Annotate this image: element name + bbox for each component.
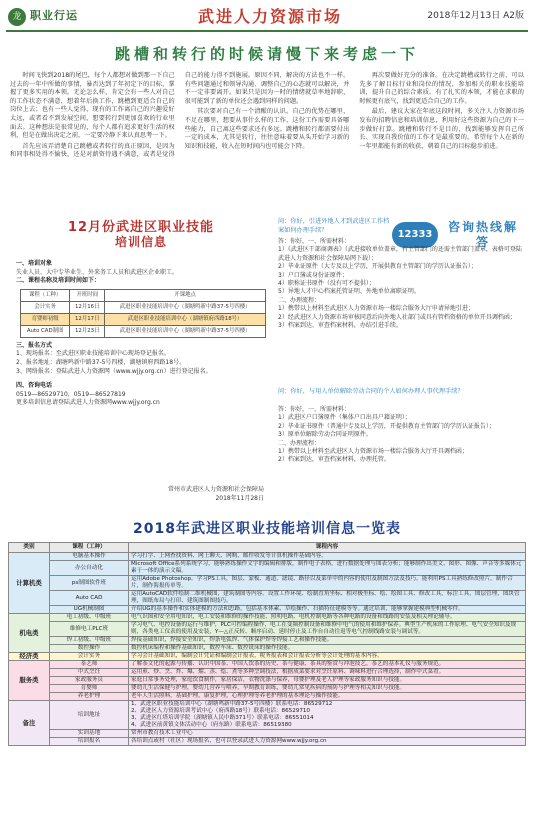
article-paragraph: 最后，建议大家在年底这段时间，多关注人力资源市场发布的招聘信息和培训信息，利用好这些资源为自己的下一步做好打算。跳槽和转行不是目的，找到能够发挥自己所长、实现自我价值的工作才是最重要的。希望每个人在新的一年里都能有新的收获，朝着自己的目标稳步前进。 — [359, 108, 524, 150]
answer-2 — [278, 406, 524, 465]
section-text: 失业人员、大中专毕业生、外来务工人员和武进区企业职工。 — [16, 268, 179, 276]
table-row — [9, 653, 526, 661]
content-cell: 电气识图和安全用电知识，电工安装和维修的操作技能、照明电路、电机控制电路等各种电路的设备和线路的安装及相关理论辅导。 — [129, 614, 526, 622]
section-heading: 二、课程名称及培训时间如下： — [16, 277, 101, 285]
answer-line: 5）异地人才中心档案托管证明、外地单位离职证明。 — [278, 288, 420, 296]
table-row — [9, 561, 526, 576]
content-cell: 运用AutoCAD软件绘制二维机械图，建筑制图等内容。设置工作环境、绘制直角坐标、相对极坐标、绘、绘图工具、修改工具，标注工具，图层管理，图块管理，图纸布局与打印、建筑图制图技巧。 — [129, 591, 526, 606]
answer-line: 3）原单位解除劳动合同证明原件。 — [278, 431, 372, 439]
table-row — [9, 614, 526, 622]
table-cell: 会计实务 — [21, 301, 70, 313]
qa-section — [278, 216, 524, 516]
article-body — [10, 72, 524, 210]
content-cell: 运用Adobe Photoshop。学习PS工具，图层、蒙板、通道、滤镜、路径以及菜单中的内容的使用及制图方法及技巧。能利用PS工具熟练修改照片，制作合片，制作海报传单等。 — [129, 576, 526, 591]
article-paragraph: 时间飞快到2018的尾巴，每个人都想对做到那一下自己过去的一年中所做的事情，暴否达到了年初定下的目标，掌握了更多实用的本领。无论怎么样，肯定会有一些人对自己的工作状态不满意，想着年后换工作，跳槽到更适合自己的岗位上去；也有一些人觉得，现有的工作离自己的兴趣爱好太远，或者看不到发展空间，想要转行到更加喜欢的行业里面去。这种想法是很常见的，每个人都有追求更好生活的权利，但是在做出决定之前，一定要冷静下来认真思考一下。 — [10, 72, 175, 140]
course-cell: ps制图软件班 — [50, 576, 129, 591]
category-cell: 计算机类 — [9, 553, 50, 614]
course-cell: 养老护理 — [50, 693, 129, 701]
table-row — [9, 661, 526, 669]
category-cell: 服务类 — [9, 661, 50, 701]
answer-line: 1）携带以上材料至武进区人力资源市场一楼综合服务大厅申请异地引进； — [278, 305, 474, 313]
course-cell: 家政服务员 — [50, 677, 129, 685]
table-cell: 武进区职业技能培训中心（湖塘镇府西路18号） — [105, 313, 266, 325]
course-cell: 实训基地 — [50, 730, 129, 738]
more-info-text: 更多培训信息请登陆武进人力资源网www.wjjy.org.cn — [16, 399, 160, 407]
content-cell: 学习会计基础知识，编制会计凭证和编制会计报表，税务报表和会计报表分析等会计处理的基本内容。 — [129, 653, 526, 661]
table-row — [9, 677, 526, 685]
training-body — [16, 260, 268, 408]
column-header: 开班时间 — [70, 289, 105, 301]
brand-name: 职业行运 — [30, 9, 78, 22]
course-cell: 焊工初级、中级班 — [50, 637, 129, 645]
course-cell: 育婴师 — [50, 685, 129, 693]
answer-line: 答：你好，一、所需材料： — [278, 238, 351, 245]
table-row — [9, 730, 526, 738]
content-cell: 家庭日常事务处理，家庭饮食制作，家居保洁，衣物洗涤与保养，母婴护理及老人护理等家政服务知识与技能。 — [129, 677, 526, 685]
answer-line: 2）经武进区人力资源市场审核同意后向外地人社部门或具有管档资格的单位开具调档函； — [278, 313, 516, 321]
content-cell: 焊接基础知识，焊接安全知识，焊条电弧焊、气体保护焊等焊接工艺和操作技能。 — [129, 637, 526, 645]
content-cell: 常州市教育技术工业中心 — [129, 730, 526, 738]
course-cell: 电脑基本操作 — [50, 553, 129, 561]
article-headline: 跳槽和转行的时候请慢下来考虑一下 — [114, 45, 419, 63]
table-cell: 育婴师初级 — [21, 313, 70, 325]
table-cell: 12月17日 — [70, 313, 105, 325]
training-notice — [10, 216, 272, 516]
answer-line: 1）《武进区干部商调表》（武进接收单位盖章，有主管部门的还需主管部门盖章，表格可登陆武进人力资源和社会保障局网下载）； — [278, 246, 522, 262]
table-row — [9, 693, 526, 701]
table-row — [9, 606, 526, 614]
table-row — [9, 669, 526, 677]
course-cell: 维修电工PLC班 — [50, 622, 129, 637]
page-number: A2版 — [503, 11, 524, 21]
newspaper-logo: 龙 — [8, 8, 26, 26]
answer-line: 2）毕业证书原件（普通中专及以上学历，开提供教育主管部门的学历认证报告）； — [278, 422, 495, 430]
content-cell: 数控机床编程和操作基础知识，数控车床、数控铣床的操作技能。 — [129, 645, 526, 653]
content-cell: 老年人生活照料，基础护理，康复护理，心理护理等养老护理的基本理论与操作技能。 — [129, 693, 526, 701]
issue-date — [427, 8, 524, 21]
masthead — [0, 0, 534, 40]
table-row — [9, 645, 526, 653]
page-title: 武进人力资源市场 — [197, 7, 342, 26]
table-cell: 12月23日 — [70, 325, 105, 337]
training-title-line2: 培训信息 — [114, 235, 167, 249]
question-2: 问：你好，与用人单位解除劳动合同的个人如何办理人事代理手续？ — [278, 388, 464, 395]
answer-line: 4）职称证书原件（没有可不提供）； — [278, 280, 375, 288]
table-header-row — [9, 543, 526, 553]
column-header: 课程（工种） — [21, 289, 70, 301]
table-row — [9, 637, 526, 645]
table-cell: 12月16日 — [70, 301, 105, 313]
article-paragraph: 再次要做好充分的准备。在决定跳槽或转行之前，可以先多了解目标行业和岗位的情况，参加相关的职业技能培训，提升自己的综合素质。有了扎实的本领，才能在求职的时候更有底气，找到更适合自己的工作。 — [359, 72, 524, 105]
content-cell: 运用煎、炒、烹、炸、爆、熘、蒸、烩、煮等多种烹调技法，根据成菜要求对烹饪原料、调味料进行合理选择，制作中式菜肴。 — [129, 669, 526, 677]
table-row — [9, 701, 526, 730]
table-row — [9, 591, 526, 606]
course-cell: 中式烹饪 — [50, 669, 129, 677]
answer-line: 2）毕业证原件（大专及以上学历，开展供教育主管部门的学历认证报告）； — [278, 263, 477, 271]
article-paragraph: 首先应该弄清楚自己跳槽或者转行的真正原因，是因为和同事相处得不愉快，还是对薪资待遇不满意，或者是觉得自己的能力得不到施展。原因不同，解决的方法也不一样。有些问题通过和领导沟通、调整自己的心态就可以解决，并不一定非要离开。如果只是因为一时的情绪就草率地辞职，很可能到了新的单位还会遇到同样的问题。 — [10, 72, 350, 159]
content-cell: 1、武进区职业技能培训中心（湖塘鸣新中路37-5号四楼）联系电话：86529712 2、武进区人力资源培训考试中心（府西路18号）联系电话：86529710 3、武进区红塔培训学院（湖塘镇人民中路371号）联系电话：86551014 4、武进区前黄镇文体活动中心（府东路）联系电话：86519380 — [129, 701, 526, 730]
table-cell: Auto CAD制图 — [21, 325, 70, 337]
column-header: 开课地点 — [105, 289, 266, 301]
table-row — [9, 553, 526, 561]
course-cell: 办公自动化 — [50, 561, 129, 576]
course-cell: UG机械制图 — [50, 606, 129, 614]
course-cell: 茶艺师 — [50, 661, 129, 669]
answer-1 — [278, 238, 524, 330]
answer-line: 1）携带以上材料至武进区人力资源市场一楼综合服务大厅开具调档函； — [278, 448, 468, 456]
masthead-divider — [6, 30, 528, 32]
question-1: 问：你好，引进外地人才到武进区工作档案如何办理手续？ — [278, 218, 390, 234]
answer-line: 1）武进区户口簿原件（集体户口出具户籍证明）； — [278, 414, 411, 422]
table-row — [9, 622, 526, 637]
category-cell: 机电类 — [9, 614, 50, 653]
table-cell: 武进区职业技能培训中心（湖塘鸣新中路37-5号四楼） — [105, 301, 266, 313]
list-item: 2、报名地址：湖塘鸣新中路37-5号四楼，湖塘镇府西路18号。 — [16, 358, 186, 366]
table-row — [21, 301, 266, 313]
course-cell: Auto CAD — [50, 591, 129, 606]
answer-line: 3）户口簿或身份证原件； — [278, 271, 348, 279]
training-schedule-table — [20, 289, 266, 338]
table-row — [9, 738, 526, 746]
answer-line: 答：你好，一、所需材料： — [278, 406, 351, 413]
list-item: 3、网络报名：登陆武进人力资源网（www.wjjy.org.cn）进行登记报名。 — [16, 367, 212, 375]
column-header: 课程内容 — [129, 543, 526, 553]
table-row — [21, 313, 266, 325]
answer-line: 3）档案到达、审查档案材料，办结引进手续。 — [278, 322, 402, 330]
answer-line: 二、办理流程： — [278, 439, 321, 447]
table-row — [9, 576, 526, 591]
training-listing-table — [8, 542, 526, 746]
content-cell: Microsoft Office系列系统学习，能够熟练操作文字的编辑和排版，制作电子表格，进行数据处理与图表分析；能够制作出美文、图形、图像、声音等多媒体元素于一体的演示文稿。 — [129, 561, 526, 576]
course-cell: 培训地址 — [50, 701, 129, 730]
training-title-line1: 12月份武进区职业技能 — [67, 220, 215, 235]
content-cell: 学习打字、上网查找资料、网上聊天、网购、邮件收发等计算机操作基础内容。 — [129, 553, 526, 561]
answer-line: 二、办理流程： — [278, 296, 321, 304]
section-heading: 三、报名方式 — [16, 341, 53, 349]
listing-title: 2018年武进区职业技能培训信息一览表 — [133, 521, 401, 537]
answer-line: 2）档案到达，审查档案材料，办理托管。 — [278, 456, 390, 464]
contact-phone: 0519—86529710，0519—86527819 — [16, 390, 126, 398]
course-cell: 数控操作 — [50, 645, 129, 653]
content-cell: 学习电气、电控设备的运行与维护，PLC可控编程操作，电工在变频控制设备和维修中电气的使用和维护保养。典型生产机床的工作原理、电气安全知识及规则，各类电工仪表的使用及安装，Y—△正反转、顺序启动、延时停止及工作台自动往返等电气控制线路安装与调试等。 — [129, 622, 526, 637]
course-cell: 培训报名 — [50, 738, 129, 746]
table-header-row — [21, 289, 266, 301]
hotline-logo-text: 咨询热线解答 — [447, 220, 518, 249]
table-cell: 武进区职业技能培训中心（湖塘鸣新中路37-5号四楼） — [105, 325, 266, 337]
section-heading: 一、培训对象 — [16, 260, 53, 267]
table-row — [21, 325, 266, 337]
course-cell: 会计实务 — [50, 653, 129, 661]
column-header: 类别 — [9, 543, 50, 553]
content-cell: 各培训点或村（社区）现场报名，也可以登录武进人力资源网www.wjjy.org.cn — [129, 738, 526, 746]
content-cell: 介绍UG的基本操作和实体建模的方法和思路，包括基本体素、草绘操作、扫描特征建模等等。通过培训，能够掌握建模典型机械零件。 — [129, 606, 526, 614]
content-cell: 了解茶文化的起源与传播、认识中国茶、中国人饮茶的历史、茶与健康、茶具的鉴赏与冲泡技艺，茶艺的基本礼仪与服务规范。 — [129, 661, 526, 669]
issue-date-signature: 2018年11月28日 — [215, 494, 264, 502]
issuing-organization: 常州市武进区人力资源和社会保障局 — [167, 486, 264, 493]
article-paragraph: 其次要对自己有一个清醒的认识。自己的优势在哪里，不足在哪里，想要从事什么样的工作，这份工作需要具备哪些能力，自己离这些要求还有多远。跳槽和转行都需要付出一定的成本，尤其是转行，往往意味着要从头开始学习新的知识和技能，收入在短时间内也可能会下降。 — [184, 108, 350, 150]
list-item: 1、现场报名：至武进区职业技能培训中心现场登记报名。 — [16, 350, 170, 358]
table-row — [9, 685, 526, 693]
section-heading: 四、咨询电话 — [16, 382, 53, 390]
issue-date-text: 2018年12月13日 — [427, 11, 501, 21]
hotline-logo: 12333 — [392, 222, 438, 248]
training-title — [10, 220, 272, 250]
category-cell: 经济类 — [9, 653, 50, 661]
signature-block — [168, 486, 264, 503]
course-cell: 电工初级、中级班 — [50, 614, 129, 622]
content-cell: 婴幼儿生活保健与护理，婴幼儿营养与喂养，早期教育训练，婴幼儿常见疾病的预防与护理等相关知识与技能。 — [129, 685, 526, 693]
category-cell: 备注 — [9, 701, 50, 746]
column-header: 课程（工种） — [50, 543, 129, 553]
